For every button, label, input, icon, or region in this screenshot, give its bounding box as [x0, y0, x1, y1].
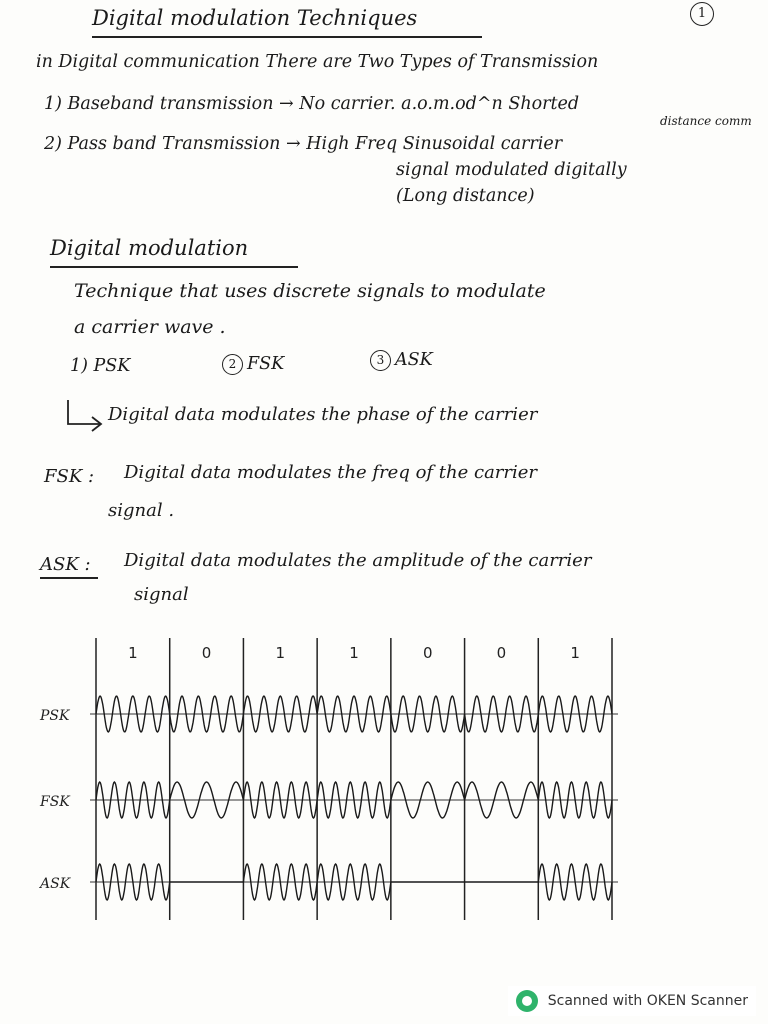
item-1: [44, 94, 579, 114]
type-label: FSK: [247, 354, 285, 374]
item-2-continuation-2: (Long distance): [396, 186, 535, 206]
bit-label: 0: [201, 644, 212, 662]
ask-label-underline: [40, 577, 98, 579]
section-title: Digital modulation: [50, 236, 249, 260]
bit-label: 0: [496, 644, 507, 662]
type-label: ASK: [395, 350, 433, 370]
bit-label: 1: [128, 644, 138, 662]
item-2-number: 2): [44, 134, 62, 154]
item-2-continuation: signal modulated digitally: [396, 160, 627, 180]
item-2: [44, 134, 562, 154]
ask-description-line-2: signal: [134, 584, 189, 605]
page-number: 1: [690, 2, 714, 26]
circled-number: 3: [370, 350, 391, 371]
item-1-text: Baseband transmission → No carrier. a.o.m.od^n Shorted: [67, 94, 580, 114]
bit-label: 1: [570, 644, 580, 662]
section-title-underline: [50, 266, 298, 268]
row-label-fsk: FSK: [40, 794, 70, 810]
scanner-text: Scanned with OKEN Scanner: [547, 993, 748, 1009]
ask-description-line-1: Digital data modulates the amplitude of the carrier: [124, 550, 592, 571]
item-1-number: 1): [44, 94, 62, 114]
arrow-right-icon: [66, 398, 106, 432]
type-psk: 1) PSK: [70, 356, 131, 376]
type-ask: [370, 350, 433, 371]
intro-text: in Digital communication There are Two Types of Transmission: [36, 52, 599, 72]
definition-line-1: Technique that uses discrete signals to modulate: [74, 280, 546, 302]
definition-line-2: a carrier wave .: [74, 316, 226, 338]
item-2-text: Pass band Transmission → High Freq Sinusoidal carrier: [67, 134, 563, 154]
oken-scanner-logo-icon: [516, 990, 538, 1012]
bit-label: 1: [275, 644, 286, 662]
waveform-ask: [96, 864, 612, 900]
bit-label: 1: [349, 644, 359, 662]
item-1-note: distance comm: [660, 114, 752, 128]
scanner-watermark: [508, 986, 756, 1016]
row-label-psk: PSK: [40, 708, 70, 724]
bit-label: 0: [422, 644, 433, 662]
fsk-label: FSK :: [44, 466, 95, 487]
fsk-description-line-2: signal .: [108, 500, 175, 521]
ask-label: ASK :: [40, 554, 91, 575]
fsk-description-line-1: Digital data modulates the freq of the carrier: [124, 462, 538, 483]
page-title: Digital modulation Techniques: [92, 6, 418, 30]
modulation-waveform-diagram: [0, 620, 768, 940]
psk-description: Digital data modulates the phase of the carrier: [108, 404, 538, 425]
type-fsk: [222, 354, 284, 375]
circled-number: 2: [222, 354, 243, 375]
row-label-ask: ASK: [40, 876, 71, 892]
title-underline: [92, 36, 482, 38]
